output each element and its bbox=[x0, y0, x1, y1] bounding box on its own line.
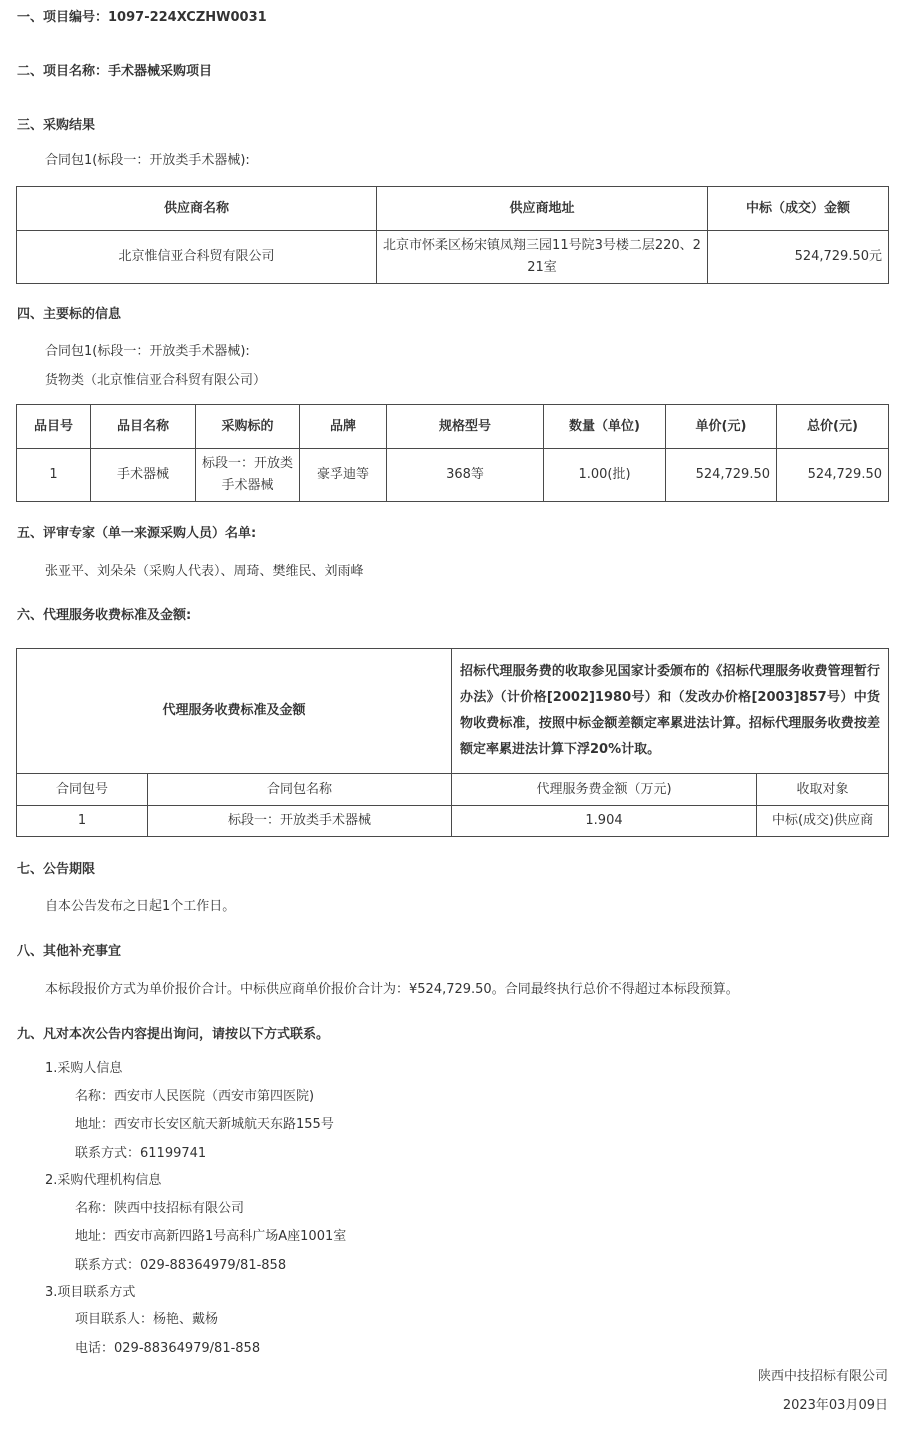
result-supplier-address: 北京市怀柔区杨宋镇凤翔三园11号院3号楼二层220、221室 bbox=[377, 231, 708, 284]
main-items-heading: 四、主要标的信息 bbox=[17, 307, 122, 322]
main-items-category: 货物类（北京惟信亚合科贸有限公司） bbox=[45, 373, 267, 388]
items-qty: 1.00(批) bbox=[544, 449, 666, 502]
result-header-address: 供应商地址 bbox=[377, 187, 708, 231]
project-contact-phone: 电话：029-88364979/81-858 bbox=[75, 1341, 261, 1356]
items-header-target: 采购标的 bbox=[196, 405, 300, 449]
project-number-value: 1097-224XCZHW0031 bbox=[108, 10, 267, 25]
fee-header-payer: 收取对象 bbox=[757, 774, 889, 806]
project-name-value: 手术器械采购项目 bbox=[108, 64, 213, 79]
items-header-brand: 品牌 bbox=[300, 405, 387, 449]
purchaser-address: 地址：西安市长安区航天新城航天东路155号 bbox=[75, 1117, 334, 1132]
purchaser-heading: 1.采购人信息 bbox=[45, 1061, 123, 1076]
notice-period-heading: 七、公告期限 bbox=[17, 862, 96, 877]
notice-period-text: 自本公告发布之日起1个工作日。 bbox=[45, 899, 236, 914]
purchaser-contact: 联系方式：61199741 bbox=[75, 1146, 207, 1161]
project-name-line bbox=[17, 63, 212, 81]
fee-package-no: 1 bbox=[17, 806, 148, 837]
project-number-label: 一、项目编号： bbox=[17, 10, 109, 25]
items-header-qty: 数量（单位) bbox=[544, 405, 666, 449]
table-row bbox=[17, 806, 889, 837]
result-table bbox=[16, 186, 889, 284]
agency-fee-heading: 六、代理服务收费标准及金额: bbox=[17, 608, 192, 623]
items-name: 手术器械 bbox=[91, 449, 196, 502]
fee-header-package-name: 合同包名称 bbox=[148, 774, 452, 806]
result-header-supplier: 供应商名称 bbox=[17, 187, 377, 231]
agency-address: 地址：西安市高新四路1号高科广场A座1001室 bbox=[75, 1229, 347, 1244]
items-header-model: 规格型号 bbox=[387, 405, 544, 449]
agency-heading: 2.采购代理机构信息 bbox=[45, 1173, 162, 1188]
main-items-package: 合同包1(标段一：开放类手术器械): bbox=[45, 344, 250, 359]
items-header-no: 品目号 bbox=[17, 405, 91, 449]
result-header-amount: 中标（成交）金额 bbox=[708, 187, 889, 231]
result-amount: 524,729.50元 bbox=[708, 231, 889, 284]
items-target: 标段一：开放类手术器械 bbox=[196, 449, 300, 502]
procurement-result-heading: 三、采购结果 bbox=[17, 118, 96, 133]
agency-fee-table bbox=[16, 648, 889, 837]
items-header-total: 总价(元) bbox=[777, 405, 889, 449]
fee-payer: 中标(成交)供应商 bbox=[757, 806, 889, 837]
items-header-name: 品目名称 bbox=[91, 405, 196, 449]
items-header-unit-price: 单价(元) bbox=[666, 405, 777, 449]
agency-contact: 联系方式：029-88364979/81-858 bbox=[75, 1258, 287, 1273]
items-total: 524,729.50 bbox=[777, 449, 889, 502]
purchaser-name: 名称：西安市人民医院（西安市第四医院) bbox=[75, 1089, 315, 1104]
project-contact-person: 项目联系人：杨艳、戴杨 bbox=[75, 1312, 219, 1327]
items-model: 368等 bbox=[387, 449, 544, 502]
table-row bbox=[17, 449, 889, 502]
items-brand: 豪孚迪等 bbox=[300, 449, 387, 502]
contact-heading: 九、凡对本次公告内容提出询问，请按以下方式联系。 bbox=[17, 1027, 330, 1042]
project-contact-heading: 3.项目联系方式 bbox=[45, 1285, 136, 1300]
fee-amount: 1.904 bbox=[452, 806, 757, 837]
procurement-result-package: 合同包1(标段一：开放类手术器械): bbox=[45, 153, 250, 168]
footer-company: 陕西中技招标有限公司 bbox=[757, 1369, 888, 1384]
items-no: 1 bbox=[17, 449, 91, 502]
other-matters-text: 本标段报价方式为单价报价合计。中标供应商单价报价合计为：¥524,729.50。合同最终执行总价不得超过本标段预算。 bbox=[45, 982, 739, 997]
footer-date: 2023年03月09日 bbox=[782, 1398, 888, 1413]
fee-header-package-no: 合同包号 bbox=[17, 774, 148, 806]
experts-names: 张亚平、刘朵朵（采购人代表）、周琦、樊维民、刘雨峰 bbox=[45, 564, 364, 579]
items-unit-price: 524,729.50 bbox=[666, 449, 777, 502]
fee-header-fee: 代理服务费金额（万元) bbox=[452, 774, 757, 806]
agency-name: 名称：陕西中技招标有限公司 bbox=[75, 1201, 245, 1216]
fee-package-name: 标段一：开放类手术器械 bbox=[148, 806, 452, 837]
agency-fee-label: 代理服务收费标准及金额 bbox=[17, 649, 452, 774]
experts-heading: 五、评审专家（单一来源采购人员）名单: bbox=[17, 526, 257, 541]
other-matters-heading: 八、其他补充事宜 bbox=[17, 944, 122, 959]
project-number-line bbox=[17, 9, 267, 27]
result-supplier-name: 北京惟信亚合科贸有限公司 bbox=[17, 231, 377, 284]
agency-fee-description: 招标代理服务费的收取参见国家计委颁布的《招标代理服务收费管理暂行办法》（计价格[2002]1980号）和（发改办价格[2003]857号）中货物收费标准，按照中标金额差额定率累进法计算。招标代理服务收费按差额定率累进法计算下浮20%计取。 bbox=[452, 649, 889, 774]
project-name-label: 二、项目名称： bbox=[17, 64, 109, 79]
items-table bbox=[16, 404, 889, 502]
table-row bbox=[17, 231, 889, 284]
